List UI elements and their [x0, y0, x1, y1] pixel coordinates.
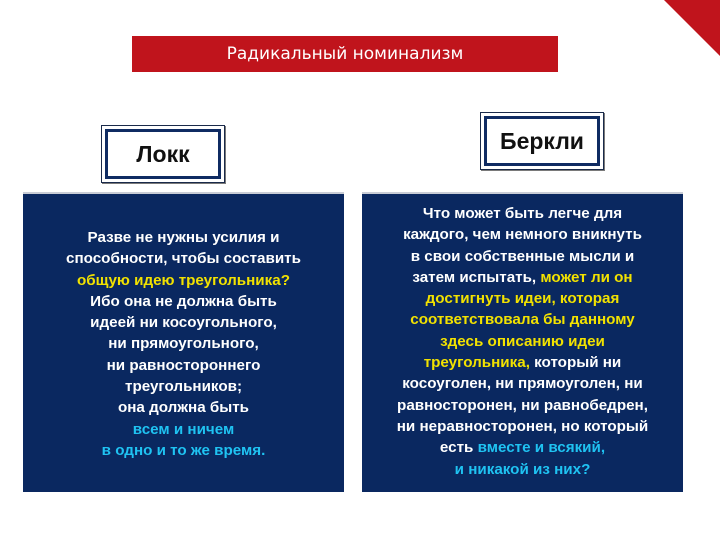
quote-line: она должна быть: [117, 399, 250, 417]
quote-line: каждого, чем немного вникнуть: [403, 226, 642, 244]
quote-line: ни прямоугольного,: [108, 335, 259, 353]
berkeley-name: Беркли: [484, 116, 600, 166]
quote-line: здесь описанию идеи: [440, 332, 605, 350]
quote-line: есть вместе и всякий,: [439, 439, 606, 457]
slide-title: [132, 36, 558, 72]
quote-line: Ибо она не должна быть: [90, 292, 277, 310]
quote-line: равносторонен, ни равнобедрен,: [397, 396, 648, 414]
quote-line: всем и ничем: [132, 420, 235, 438]
slide-title-text: Радикальный номинализм: [226, 44, 464, 64]
locke-name-box: [101, 125, 225, 183]
quote-line: ни неравносторонен, но который: [396, 417, 649, 435]
quote-line: общую идею треугольника?: [77, 271, 290, 289]
quote-line: Разве не нужны усилия и: [87, 229, 280, 246]
berkeley-quote-panel: [362, 192, 683, 492]
quote-line: в одно и то же время.: [101, 441, 266, 459]
quote-line: Что может быть легче для: [422, 205, 623, 222]
quote-line: и никакой из них?: [454, 460, 591, 478]
quote-line: косоуголен, ни прямоуголен, ни: [402, 375, 643, 393]
locke-name: Локк: [105, 129, 221, 179]
quote-line: треугольника, который ни: [423, 354, 622, 372]
corner-decoration: [658, 0, 720, 62]
quote-line: треугольников;: [125, 378, 242, 396]
quote-line: идеей ни косоугольного,: [90, 314, 277, 332]
quote-line: достигнуть идеи, которая: [425, 290, 620, 308]
quote-line: соответствовала бы данному: [410, 311, 635, 329]
berkeley-name-box: [480, 112, 604, 170]
quote-line: затем испытать, может ли он: [412, 268, 633, 286]
quote-line: способности, чтобы составить: [66, 250, 301, 268]
quote-line: в свои собственные мысли и: [410, 247, 635, 265]
locke-quote-panel: [23, 192, 344, 492]
quote-line: ни равностороннего: [106, 356, 261, 374]
